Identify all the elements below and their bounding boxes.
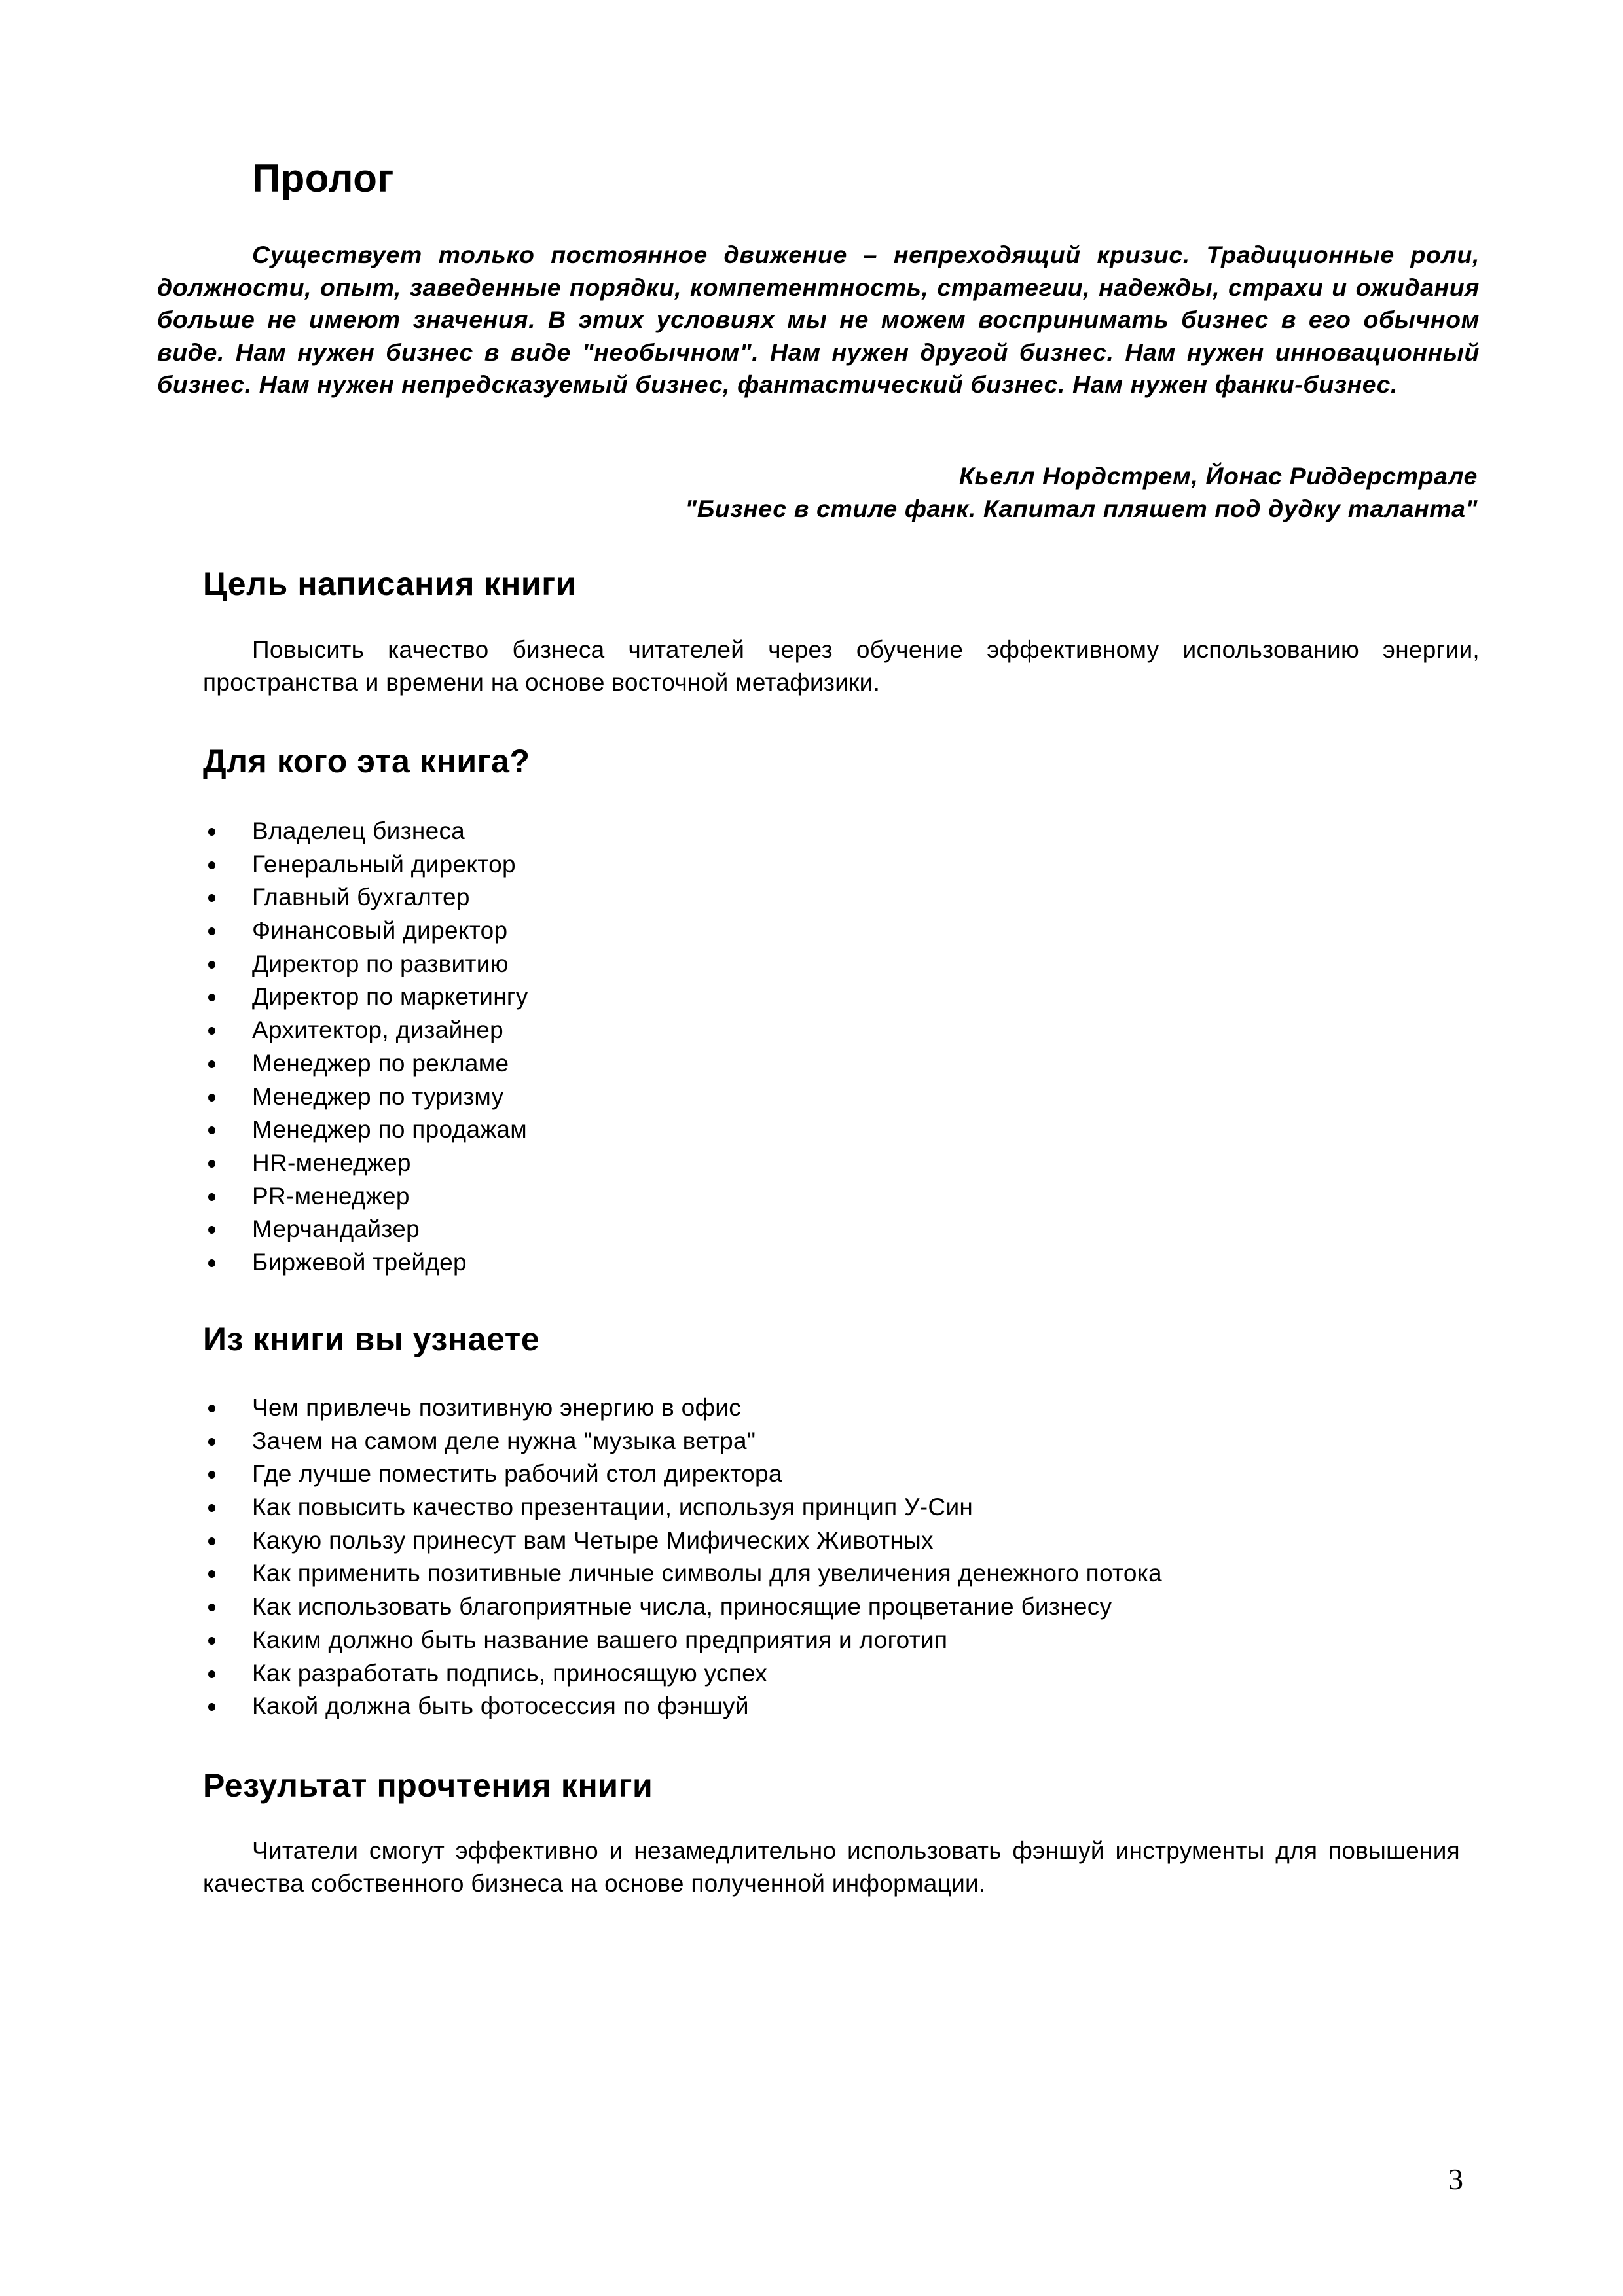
epigraph-attribution: [685, 459, 1478, 525]
bullet-icon: [208, 1670, 215, 1678]
bullet-icon: [208, 927, 215, 935]
list-item: Чем привлечь позитивную энергию в офис: [203, 1391, 1162, 1425]
list-item: Владелец бизнеса: [203, 815, 528, 848]
list-item: Где лучше поместить рабочий стол директора: [203, 1458, 1162, 1491]
list-item: PR-менеджер: [203, 1180, 528, 1213]
bullet-icon: [208, 1405, 215, 1412]
section-heading-goal: Цель написания книги: [203, 565, 577, 602]
list-item: Менеджер по рекламе: [203, 1047, 528, 1081]
bullet-icon: [208, 894, 215, 902]
bullet-icon: [208, 1438, 215, 1446]
bullet-icon: [208, 1193, 215, 1201]
bullet-icon: [208, 1126, 215, 1134]
list-item: Мерчандайзер: [203, 1213, 528, 1246]
list-item: Директор по развитию: [203, 948, 528, 981]
list-item: Архитектор, дизайнер: [203, 1014, 528, 1047]
bullet-icon: [208, 994, 215, 1001]
page-number: 3: [1448, 2162, 1463, 2196]
learn-list: [203, 1391, 1162, 1723]
bullet-icon: [208, 828, 215, 836]
list-item: Какую пользу принесут вам Четыре Мифических Животных: [203, 1524, 1162, 1558]
list-item: Финансовый директор: [203, 914, 528, 948]
quote-source-book: "Бизнес в стиле фанк. Капитал пляшет под дудку таланта": [685, 495, 1478, 522]
list-item: Какой должна быть фотосессия по фэншуй: [203, 1690, 1162, 1723]
list-item: Как использовать благоприятные числа, приносящие процветание бизнесу: [203, 1590, 1162, 1624]
prologue-title: Пролог: [252, 156, 394, 200]
list-item: Менеджер по туризму: [203, 1081, 528, 1114]
list-item: HR-менеджер: [203, 1147, 528, 1180]
bullet-icon: [208, 1570, 215, 1578]
bullet-icon: [208, 1060, 215, 1068]
bullet-icon: [208, 1504, 215, 1512]
epigraph-quote: Существует только постоянное движение – непреходящий кризис. Традиционные роли, должности, опыт, заведенные порядки, компетентность, стратегии, надежды, страхи и ожидания больше не имеют значения. В этих условиях мы не можем воспринимать бизнес в его обычном виде. Нам нужен бизнес в виде "необычном". Нам нужен другой бизнес. Нам нужен инновационный бизнес. Нам нужен непредсказуемый бизнес, фантастический бизнес. Нам нужен фанки-бизнес.: [157, 241, 1480, 398]
list-item: Как применить позитивные личные символы для увеличения денежного потока: [203, 1557, 1162, 1590]
list-item: Главный бухгалтер: [203, 881, 528, 914]
bullet-icon: [208, 1160, 215, 1168]
result-paragraph: Читатели смогут эффективно и незамедлительно использовать фэншуй инструменты для повышения качества собственного бизнеса на основе полученной информации.: [203, 1837, 1460, 1897]
bullet-icon: [208, 961, 215, 969]
list-item: Каким должно быть название вашего предприятия и логотип: [203, 1624, 1162, 1657]
list-item: Директор по маркетингу: [203, 980, 528, 1014]
bullet-icon: [208, 1094, 215, 1102]
bullet-icon: [208, 1259, 215, 1267]
bullet-icon: [208, 1471, 215, 1479]
list-item: Зачем на самом деле нужна "музыка ветра": [203, 1425, 1162, 1458]
quote-authors: Кьелл Нордстрем, Йонас Риддерстрале: [958, 462, 1478, 490]
bullet-icon: [208, 861, 215, 869]
bullet-icon: [208, 1537, 215, 1545]
list-item: Биржевой трейдер: [203, 1246, 528, 1280]
section-heading-learn: Из книги вы узнаете: [203, 1321, 540, 1357]
section-heading-audience: Для кого эта книга?: [203, 743, 530, 780]
list-item: Менеджер по продажам: [203, 1113, 528, 1147]
section-heading-result: Результат прочтения книги: [203, 1767, 653, 1804]
list-item: Как повысить качество презентации, используя принцип У-Син: [203, 1491, 1162, 1524]
bullet-icon: [208, 1027, 215, 1035]
audience-list: [203, 815, 528, 1280]
list-item: Генеральный директор: [203, 848, 528, 882]
bullet-icon: [208, 1637, 215, 1645]
bullet-icon: [208, 1226, 215, 1234]
goal-paragraph: Повысить качество бизнеса читателей через обучение эффективному использованию энергии, пространства и времени на основе восточной метафизики.: [203, 636, 1480, 696]
bullet-icon: [208, 1703, 215, 1711]
list-item: Как разработать подпись, приносящую успех: [203, 1657, 1162, 1691]
bullet-icon: [208, 1604, 215, 1611]
